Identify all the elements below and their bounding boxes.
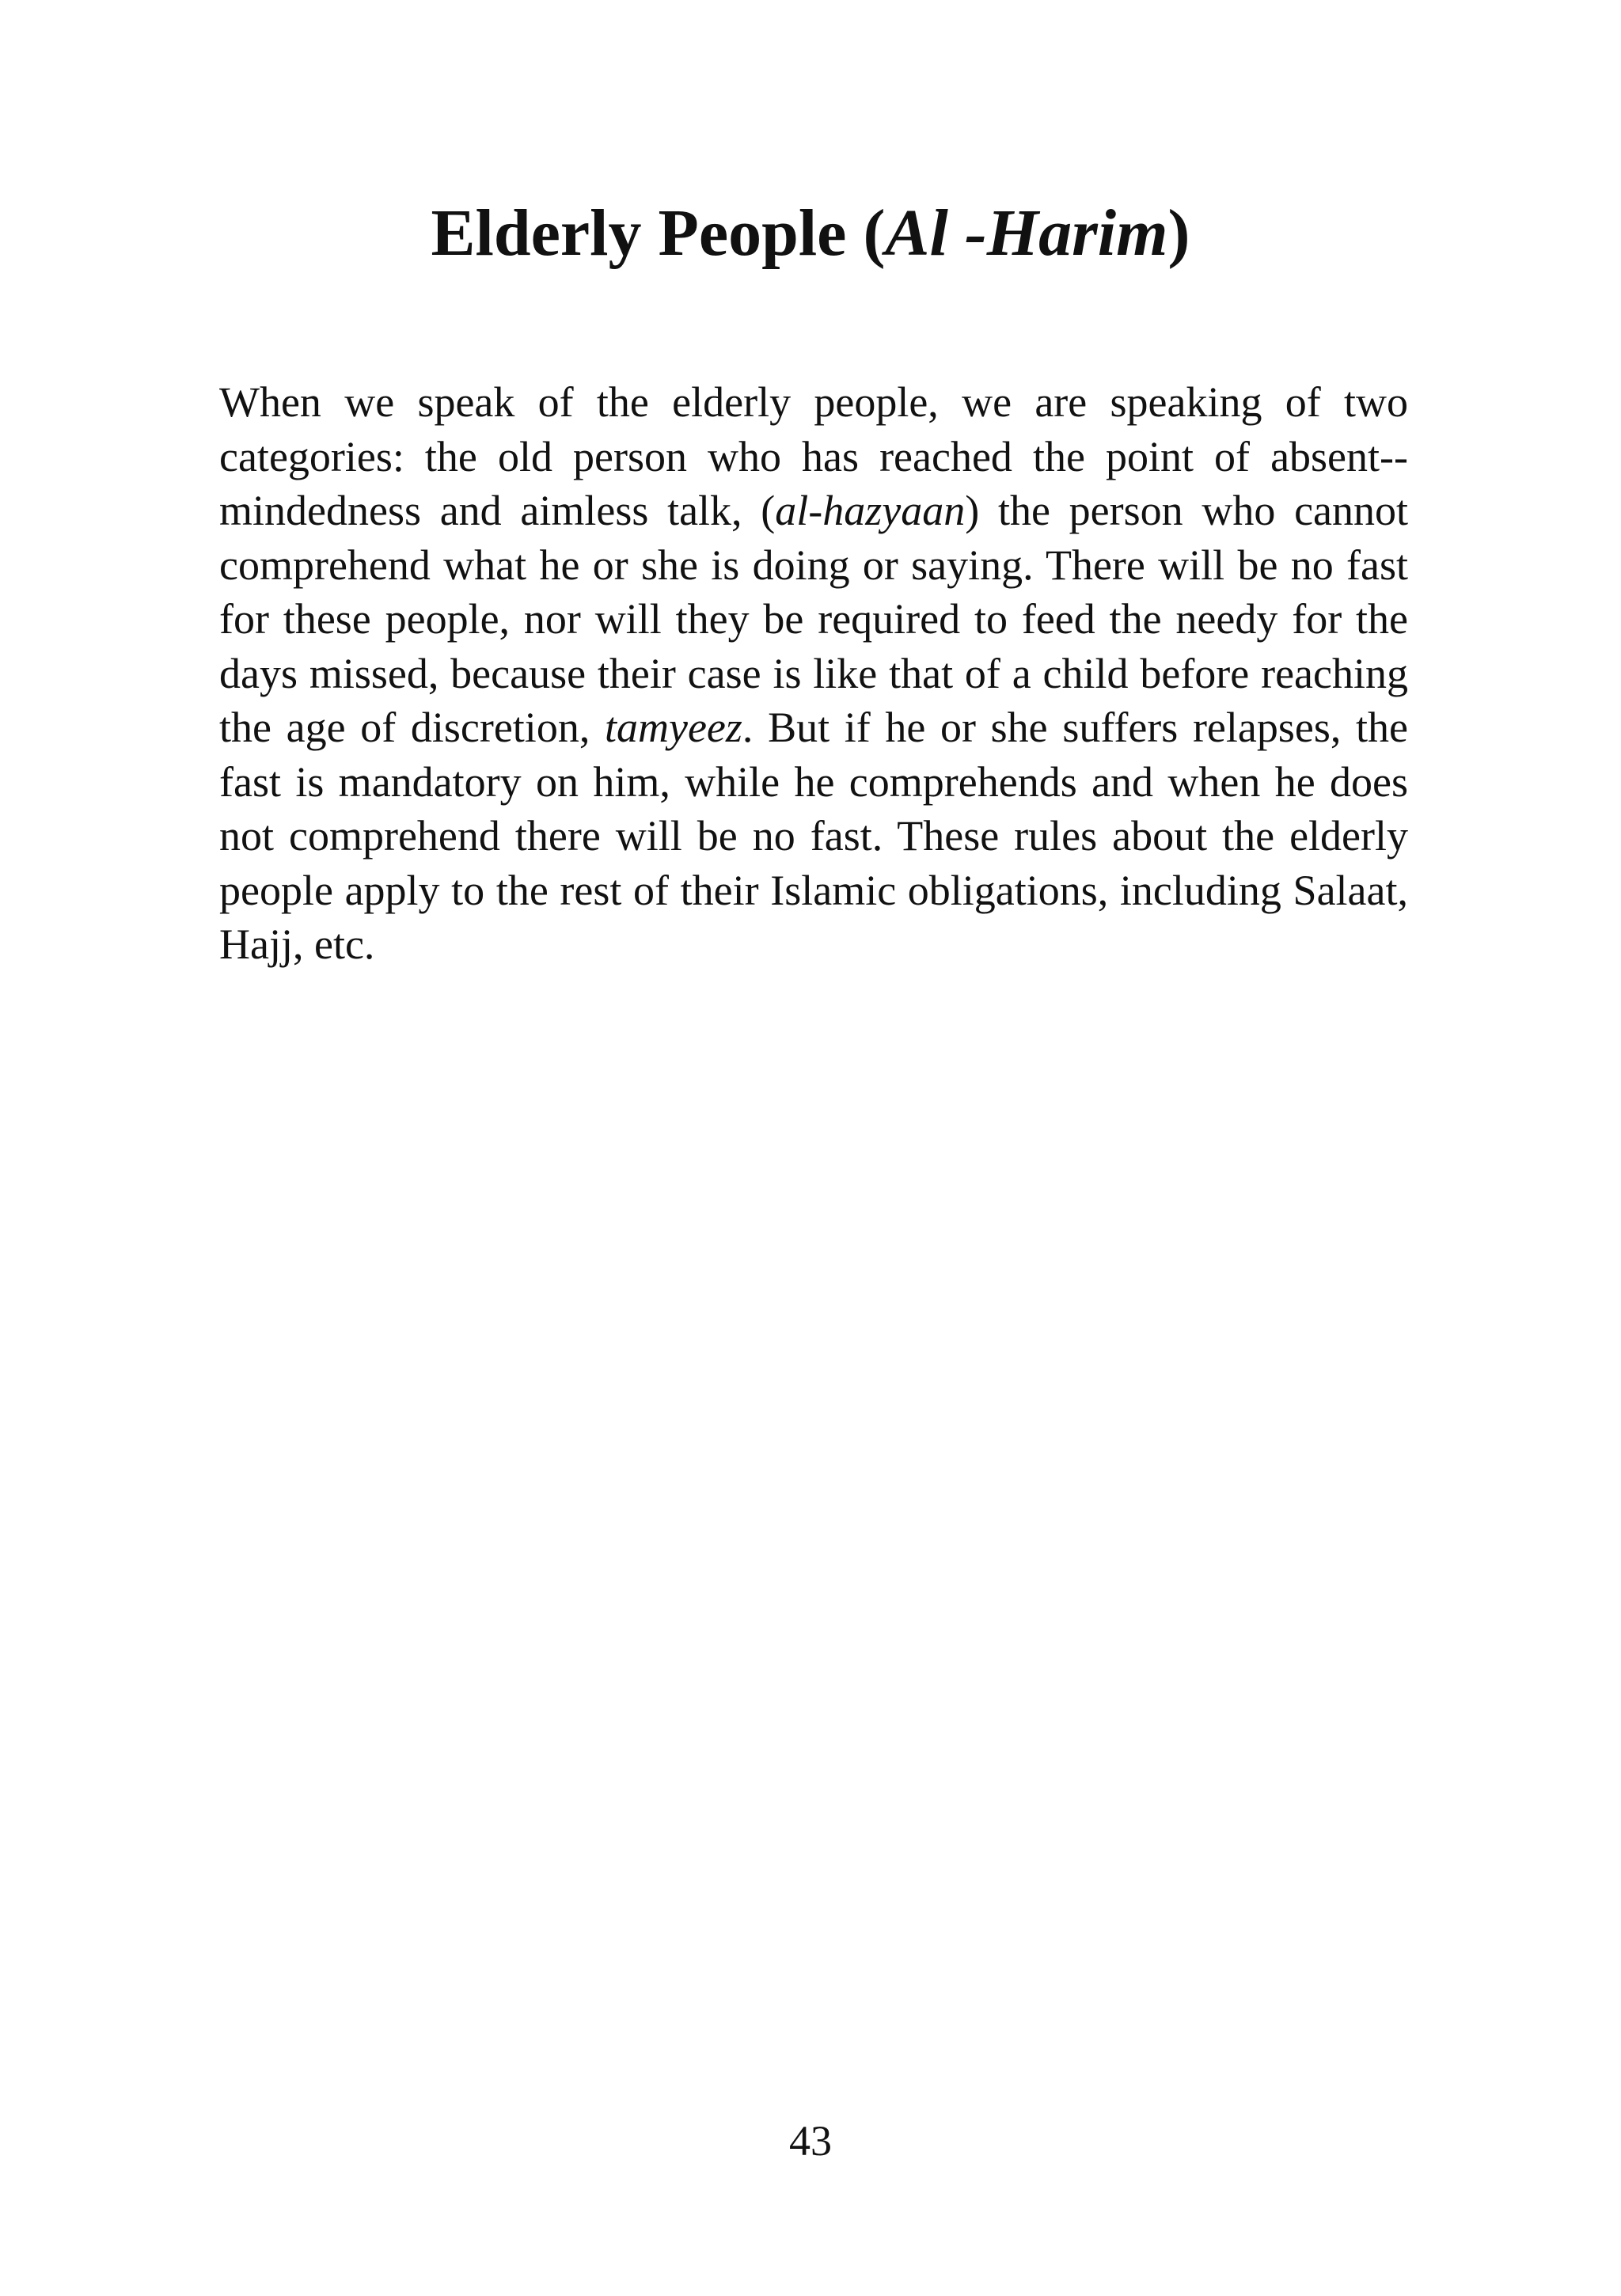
paragraph-part-3: . But if he or she suffers relapses, the fast is mandatory on him, while he comprehends and when he does not comprehend there will be no fast. These rules about the elderly people apply to the rest of their Islamic obligations, including Salaat, Hajj, etc. bbox=[219, 704, 1408, 968]
page-number: 43 bbox=[789, 2117, 832, 2165]
title-transliteration: Al -Harim bbox=[885, 196, 1168, 270]
paragraph-part-1: When we speak of the elderly people, we are speaking of two categories: the old person who has reached the point of absent-mindedness and aimless talk, ( bbox=[219, 378, 1408, 534]
body-paragraph bbox=[219, 375, 1408, 972]
page-title bbox=[0, 190, 1621, 277]
title-main: Elderly People ( bbox=[431, 196, 886, 270]
paragraph-part-2: ) the person who cannot comprehend what he or she is doing or saying. There will be no fast for these people, nor will they be required to feed the needy for the days missed, because their case is like that of a child before reaching the age of discretion, bbox=[219, 487, 1409, 751]
term-al-hazyaan: al-hazyaan bbox=[775, 487, 966, 534]
title-close: ) bbox=[1167, 196, 1190, 270]
term-tamyeez: tamyeez bbox=[604, 704, 742, 751]
